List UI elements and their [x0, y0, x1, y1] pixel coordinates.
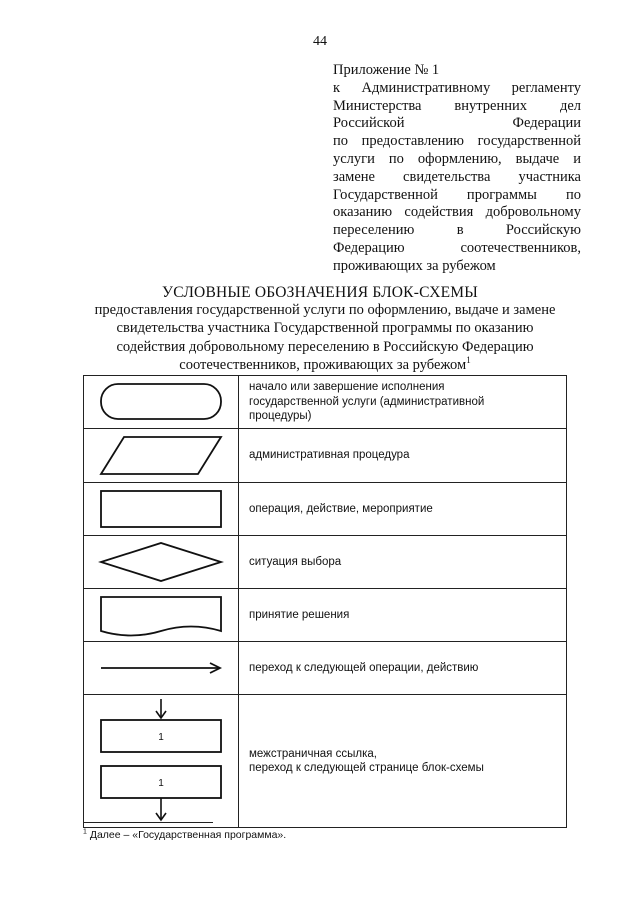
page-subtitle [80, 301, 570, 374]
symbol-cell [84, 483, 239, 536]
subtitle-line: содействия добровольному переселению в Российскую Федерацию [116, 338, 534, 355]
appendix-line: оказанию содействия добровольному [333, 204, 581, 221]
legend-row [84, 536, 567, 589]
appendix-line: по предоставлению государственной [333, 133, 581, 150]
symbol-cell [84, 589, 239, 642]
legend-description: переход к следующей операции, действию [239, 642, 567, 695]
subtitle-line: свидетельства участника Государственной программы по оказанию [116, 320, 534, 337]
footnote-text: Далее – «Государственная программа». [89, 829, 287, 841]
appendix-header [333, 62, 581, 276]
right-arrow-icon [84, 642, 238, 694]
legend-row [84, 483, 567, 536]
subtitle-line: предоставления государственной услуги по оформлению, выдаче и замене [94, 302, 556, 318]
appendix-line: переселению в Российскую [333, 222, 581, 239]
page-number: 44 [313, 34, 327, 49]
legend-description: начало или завершение исполнения государственной услуги (административной процедуры) [239, 376, 567, 429]
symbol-cell [84, 536, 239, 589]
appendix-line: Министерства внутренних дел [333, 97, 581, 114]
footnote [83, 829, 286, 841]
legend-row [84, 429, 567, 483]
symbol-cell [84, 695, 239, 828]
appendix-line: Приложение № 1 [333, 62, 440, 78]
appendix-line: Российской Федерации [333, 115, 581, 132]
legend-description: принятие решения [239, 589, 567, 642]
footnote-mark: 1 [83, 828, 87, 836]
symbol-cell [84, 642, 239, 695]
legend-description: межстраничная ссылка, переход к следующей странице блок-схемы [239, 695, 567, 828]
diamond-icon [84, 536, 238, 588]
off-page-connector-icon [84, 695, 238, 827]
appendix-line: к Административному регламенту [333, 79, 581, 96]
subtitle-line: соотечественников, проживающих за рубежом$^1$ [179, 355, 471, 373]
symbol-cell [84, 376, 239, 429]
legend-row [84, 695, 567, 828]
page-title: УСЛОВНЫЕ ОБОЗНАЧЕНИЯ БЛОК-СХЕМЫ [162, 284, 478, 301]
parallelogram-icon [84, 429, 238, 482]
legend-description: административная процедура [239, 429, 567, 483]
rectangle-icon [84, 483, 238, 535]
appendix-line: проживающих за рубежом [333, 257, 496, 274]
appendix-line: Государственной программы по [333, 186, 581, 203]
appendix-line: замене свидетельства участника [333, 168, 581, 185]
appendix-line: услуги по оформлению, выдаче и [333, 150, 581, 167]
wavy-document-icon [84, 589, 238, 641]
legend-row [84, 642, 567, 695]
connector-label: 1 [158, 778, 164, 789]
legend-row [84, 376, 567, 429]
legend-row [84, 589, 567, 642]
legend-description: ситуация выбора [239, 536, 567, 589]
symbol-cell [84, 429, 239, 483]
footnote-divider [83, 822, 213, 823]
footnote-reference[interactable]: 1 [466, 355, 471, 366]
legend-description: операция, действие, мероприятие [239, 483, 567, 536]
legend-table [83, 375, 567, 828]
rounded-rectangle-icon [84, 376, 238, 428]
appendix-line: Федерацию соотечественников, [333, 239, 581, 256]
connector-label: 1 [158, 732, 164, 743]
